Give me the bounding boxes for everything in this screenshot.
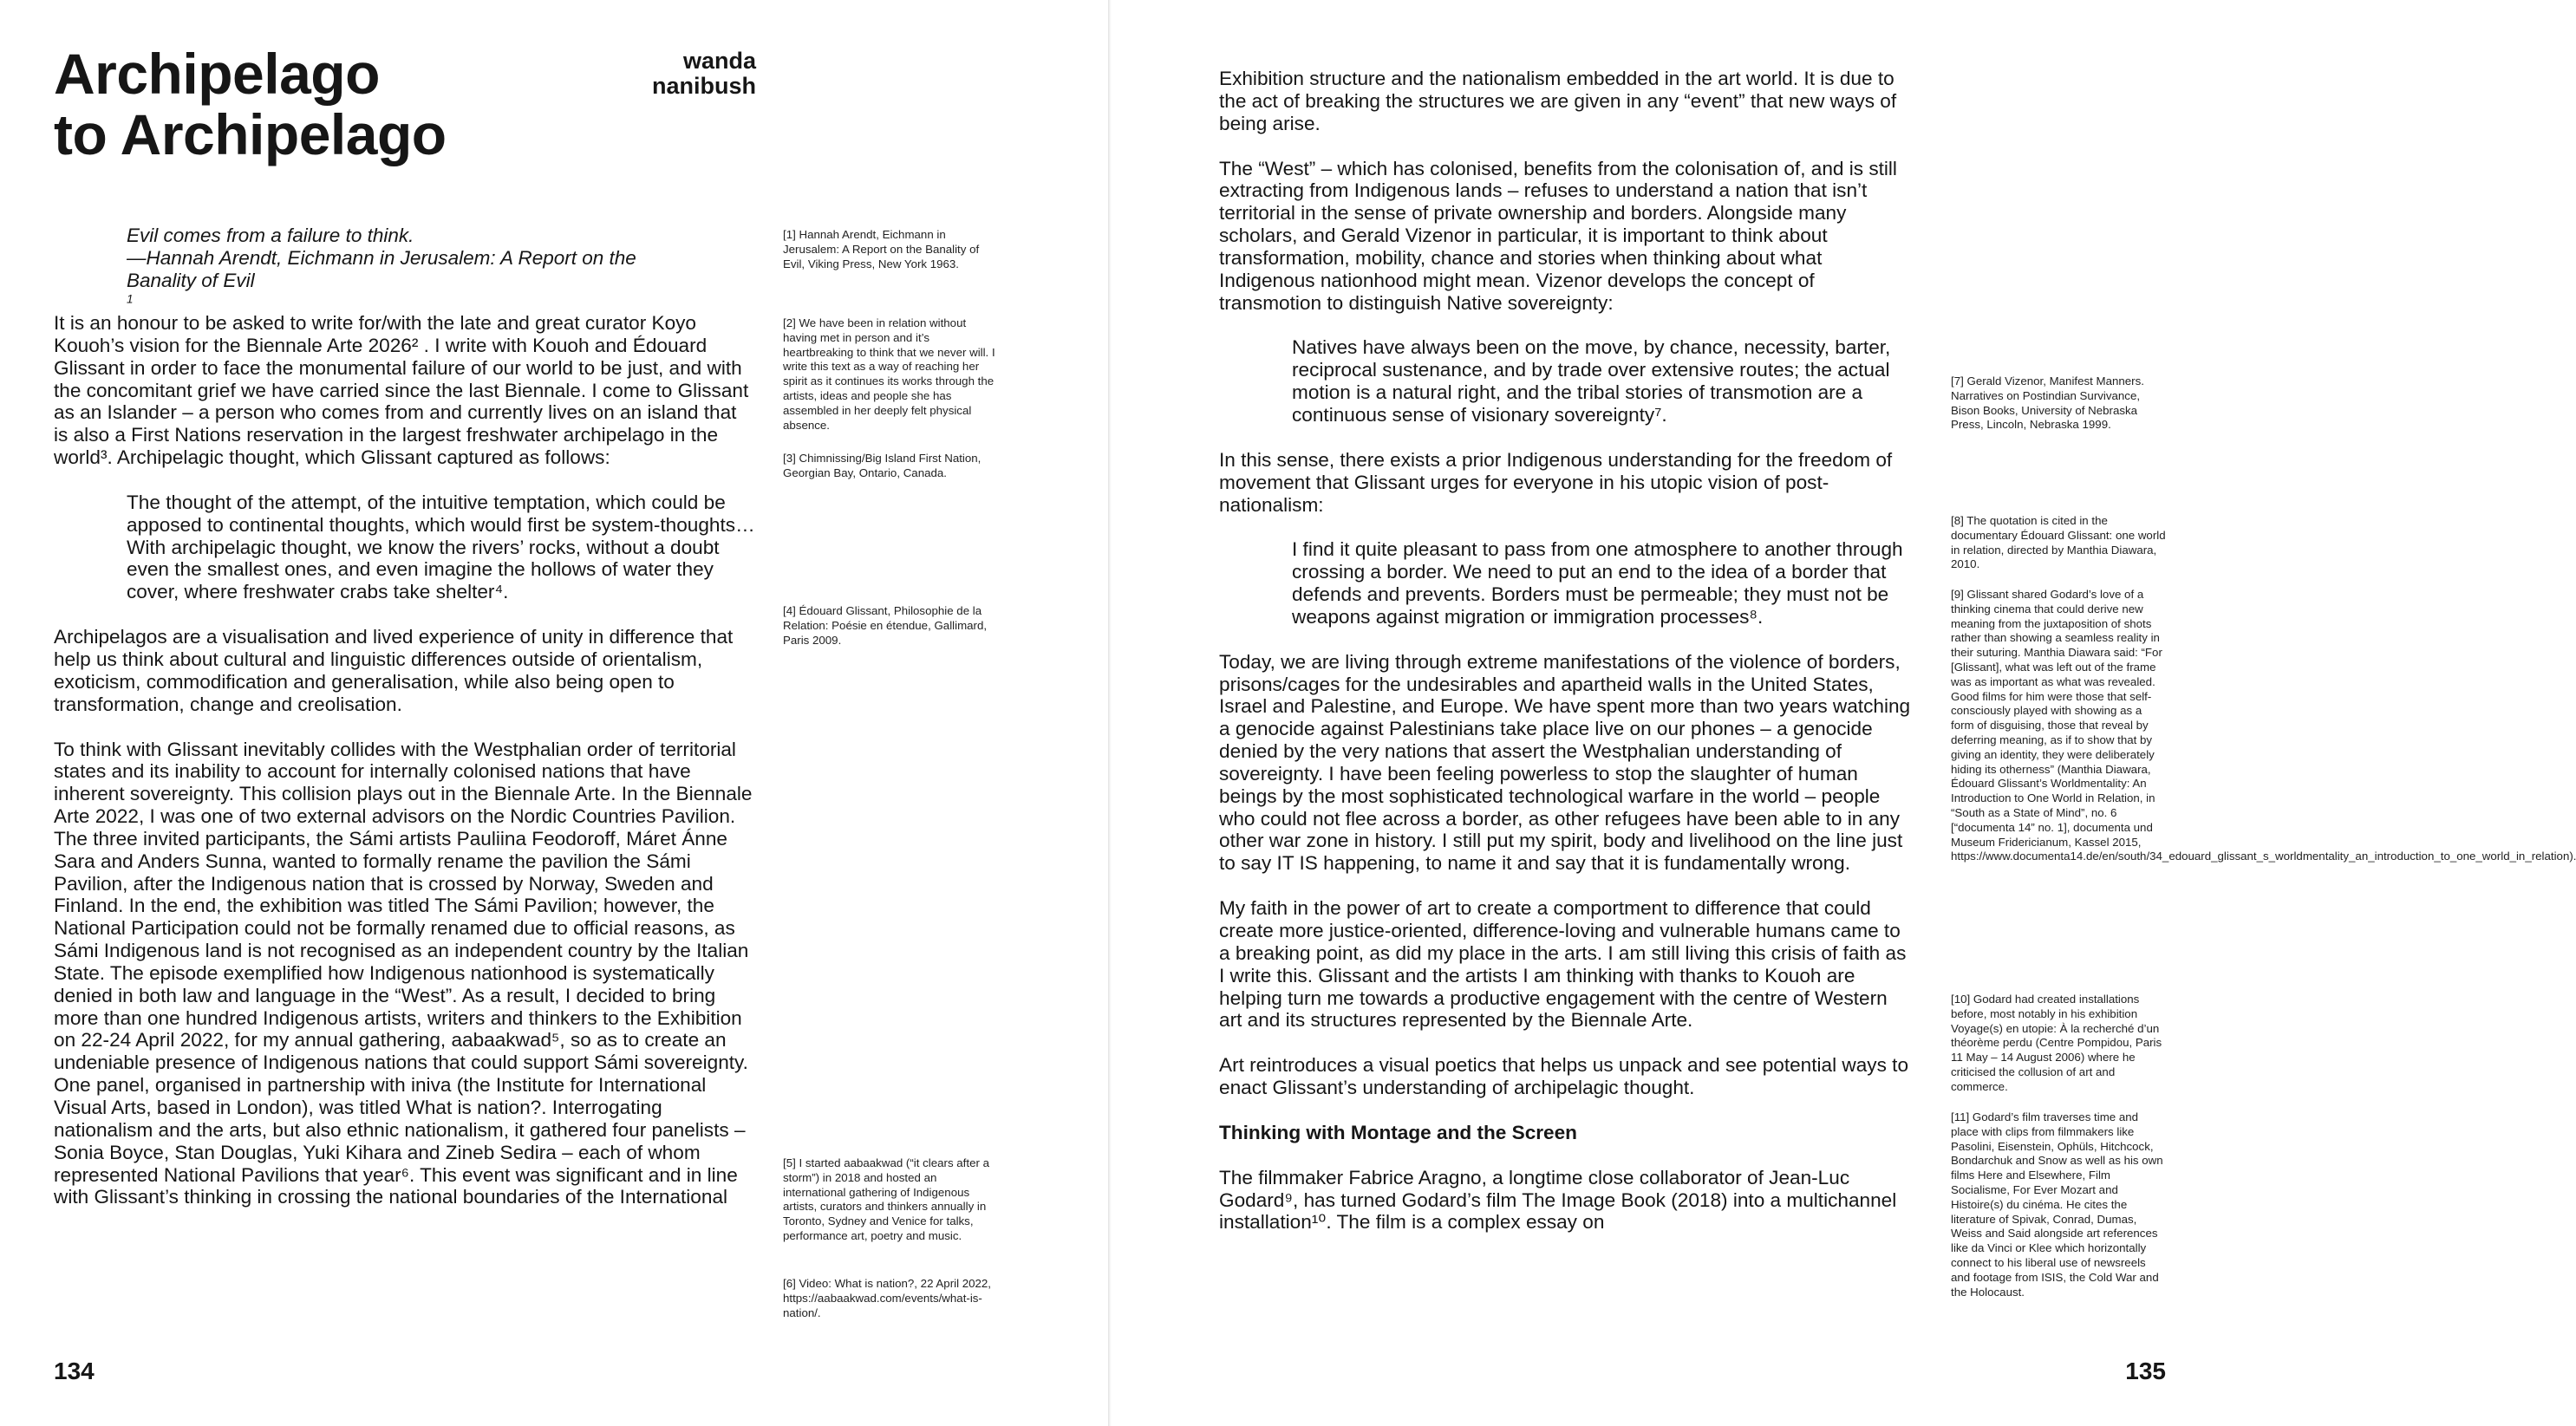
footnote-ref: 1 <box>127 292 134 306</box>
body-paragraph: My faith in the power of art to create a comportment to difference that could create more justice-oriented, difference-loving and vulnerable humans came to a breaking point, as did my place in the arts. I am still living this crisis of faith as I write this. Glissant and the artists I am thinking with thanks to Kouoh are helping turn me towards a productive engagement with the centre of Western art and its structures represented by the Biennale Arte. <box>1219 897 1907 1032</box>
footnote: [2] We have been in relation without having met in person and it’s heartbreaking to think that we never will. I write this text as a way of reaching her spirit as it continues its works through the artists, ideas and people she has assembled in her deeply felt physical absence. <box>783 316 995 432</box>
footnote: [5] I started aabaakwad (“it clears after a storm”) in 2018 and hosted an international gathering of Indigenous artists, curators and thinkers annually in Toronto, Sydney and Venice for talks, performance art, poetry and music. <box>783 1156 989 1242</box>
body-paragraph: The “West” – which has colonised, benefits from the colonisation of, and is still extracting from Indigenous lands – refuses to understand a nation that isn’t territorial in the sense of private ownership and borders. Alongside many scholars, and Gerald Vizenor in particular, it is important to think about transformation, mobility, chance and stories when thinking about what Indigenous nationhood might mean. Vizenor develops the concept of transmotion to distinguish Native sovereignty: <box>1219 157 1897 314</box>
block-quote: I find it quite pleasant to pass from one atmosphere to another through crossing a border. We need to put an end to the idea of a border that defends and prevents. Borders must be permeable; they must not be weapons against migration or immigration processes⁸. <box>1292 538 1903 628</box>
body-paragraph: Exhibition structure and the nationalism embedded in the art world. It is due to the act of breaking the structures we are given in any “event” that new ways of being arise. <box>1219 68 1897 134</box>
right-body-text <box>1219 68 1913 1256</box>
footnote: [11] Godard’s film traverses time and place with clips from filmmakers like Pasolini, Eisenstein, Ophüls, Hitchcock, Bondarchuk and Snow as well as his own films Here and Elsewhere, Film Socialisme, For Ever Mozart and Histoire(s) du cinéma. He cites the literature of Spivak, Conrad, Dumas, Weiss and Said alongside art references like da Vinci or Klee which horizontally connect to his liberal use of newsreels and footage from ISIS, the Cold War and the Holocaust. <box>1951 1110 2163 1299</box>
footnote: [6] Video: What is nation?, 22 April 2022, https://aabaakwad.com/events/what-is-nation/. <box>783 1277 991 1319</box>
body-paragraph: Archipelagos are a visualisation and lived experience of unity in difference that help us think about cultural and linguistic differences outside of orientalism, exoticism, commodification and generalisation, while also being open to transformation, change and creolisation. <box>54 626 734 715</box>
body-paragraph: To think with Glissant inevitably collides with the Westphalian order of territorial states and its inability to account for internally colonised nations that have inherent sovereignty. This collision plays out in the Biennale Arte. In the Biennale Arte 2022, I was one of two external advisors on the Nordic Countries Pavilion. The three invited participants, the Sámi artists Pauliina Feodoroff, Máret Ánne Sara and Anders Sunna, wanted to formally rename the pavilion the Sámi Pavilion, after the Indigenous nation that is crossed by Norway, Sweden and Finland. In the end, the exhibition was titled The Sámi Pavilion; however, the National Participation could not be formally renamed due to official reasons, as Sámi Indigenous land is not recognised as an independent country by the Italian State. The episode exemplified how Indigenous nationhood is systematically denied in both law and language in the “West”. As a result, I decided to bring more than one hundred Indigenous artists, writers and thinkers to the Exhibition on 22-24 April 2022, for my annual gathering, aabaakwad⁵, so as to create an undeniable presence of Indigenous nations that could support Sámi sovereignty. One panel, organised in partnership with iniva (the Institute for International Visual Arts, based in London), was titled What is nation?. Interrogating nationalism and the arts, but also ethnic nationalism, it gathered four panelists – Sonia Boyce, Stan Douglas, Yuki Kihara and Zineb Sedira – each of whom represented National Pavilions that year⁶. This event was significant and in line with Glissant’s thinking in crossing the national boundaries of the International <box>54 738 753 1208</box>
article-title: Archipelago to Archipelago <box>54 42 447 166</box>
footnote: [10] Godard had created installations before, most notably in his exhibition Voyage(s) en utopie: À la recherché d’un théorème perdu (Centre Pompidou, Paris 11 May – 14 August 2006) where he criticised the collusion of art and commerce. <box>1951 993 2162 1093</box>
footnote: [7] Gerald Vizenor, Manifest Manners. Narratives on Postindian Survivance, Bison Books, University of Nebraska Press, Lincoln, Nebraska 1999. <box>1951 374 2144 432</box>
left-body-text <box>54 312 756 1231</box>
left-page <box>0 0 1110 1426</box>
page-number: 134 <box>54 1358 95 1384</box>
author-name: wanda nanibush <box>652 48 756 99</box>
footnote: [1] Hannah Arendt, Eichmann in Jerusalem: A Report on the Banality of Evil, Viking Press, New York 1963. <box>783 228 980 270</box>
section-heading: Thinking with Montage and the Screen <box>1219 1121 1577 1143</box>
body-paragraph: Art reintroduces a visual poetics that helps us unpack and see potential ways to enact Glissant’s understanding of archipelagic thought. <box>1219 1054 1909 1099</box>
block-quote: Natives have always been on the move, by chance, necessity, barter, reciprocal sustenance, and by trade over extensive routes; the actual motion is a natural right, and the tribal stories of transmotion are a continuous sense of visionary sovereignty⁷. <box>1292 336 1891 426</box>
footnote: [4] Édouard Glissant, Philosophie de la Relation: Poésie en étendue, Gallimard, Paris 2009. <box>783 604 988 647</box>
footnote: [9] Glissant shared Godard’s love of a thinking cinema that could derive new meaning from the juxtaposition of shots rather than showing a seamless reality in their suturing. Manthia Diawara said: “For [Glissant], what was left out of the frame was as important as what was revealed. Good films for him were those that self-consciously played with showing as a form of disguising, those that reveal by deferring meaning, as if to show that by giving an identity, they were deliberately hiding its otherness” (Manthia Diawara, Édouard Glissant’s Worldmentality: An Introduction to One World in Relation, in “South as a State of Mind”, no. 6 [“documenta 14” no. 1], documenta und Museum Fridericianum, Kassel 2015, https://www.documenta14.de/en/south/34_edouard_glissant_s_worldmentality_an_introduction_to_one_world_in_relation). <box>1951 588 2576 863</box>
footnote: [3] Chimnissing/Big Island First Nation, Georgian Bay, Ontario, Canada. <box>783 452 981 479</box>
body-paragraph: Today, we are living through extreme manifestations of the violence of borders, prisons/cages for the undesirables and apartheid walls in the United States, Israel and Palestine, and Europe. We have spent more than two years watching a genocide against Palestinians take place live on our phones – a genocide denied by the very nations that assert the Westphalian understanding of sovereignty. I have been feeling powerless to stop the slaughter of human beings by the most sophisticated technological warfare in the world – people who could not flee across a border, as other refugees have been able to in any other war zone in history. I still put my spirit, body and livelihood on the line just to say IT IS happening, to name it and say that it is fundamentally wrong. <box>1219 650 1911 875</box>
block-quote: The thought of the attempt, of the intuitive temptation, which could be apposed to continental thoughts, which would first be system-thoughts… With archipelagic thought, we know the rivers’ rocks, without a doubt even the smallest ones, and even imagine the hollows of water they cover, where freshwater crabs take shelter⁴. <box>127 491 755 603</box>
footnote: [8] The quotation is cited in the documentary Édouard Glissant: one world in relation, directed by Manthia Diawara, 2010. <box>1951 514 2166 571</box>
body-paragraph: In this sense, there exists a prior Indigenous understanding for the freedom of movement that Glissant urges for everyone in his utopic vision of post-nationalism: <box>1219 448 1893 516</box>
right-page <box>1110 0 2576 1426</box>
body-paragraph: It is an honour to be asked to write for/with the late and great curator Koyo Kouoh’s vision for the Biennale Arte 2026² . I write with Kouoh and Édouard Glissant in order to face the monumental failure of our world to be just, and with the concomitant grief we have carried since the last Biennale. I come to Glissant as an Islander – a person who comes from and currently lives on an island that is also a First Nations reservation in the largest freshwater archipelago in the world³. Archipelagic thought, which Glissant captured as follows: <box>54 312 749 469</box>
epigraph: Evil comes from a failure to think. —Hannah Arendt, Eichmann in Jerusalem: A Report on the Banality of Evil $^1$ <box>127 225 636 306</box>
body-paragraph: The filmmaker Fabrice Aragno, a longtime close collaborator of Jean-Luc Godard⁹, has turned Godard’s film The Image Book (2018) into a multichannel installation¹⁰. The film is a complex essay on <box>1219 1166 1897 1234</box>
page-number: 135 <box>2125 1358 2166 1384</box>
